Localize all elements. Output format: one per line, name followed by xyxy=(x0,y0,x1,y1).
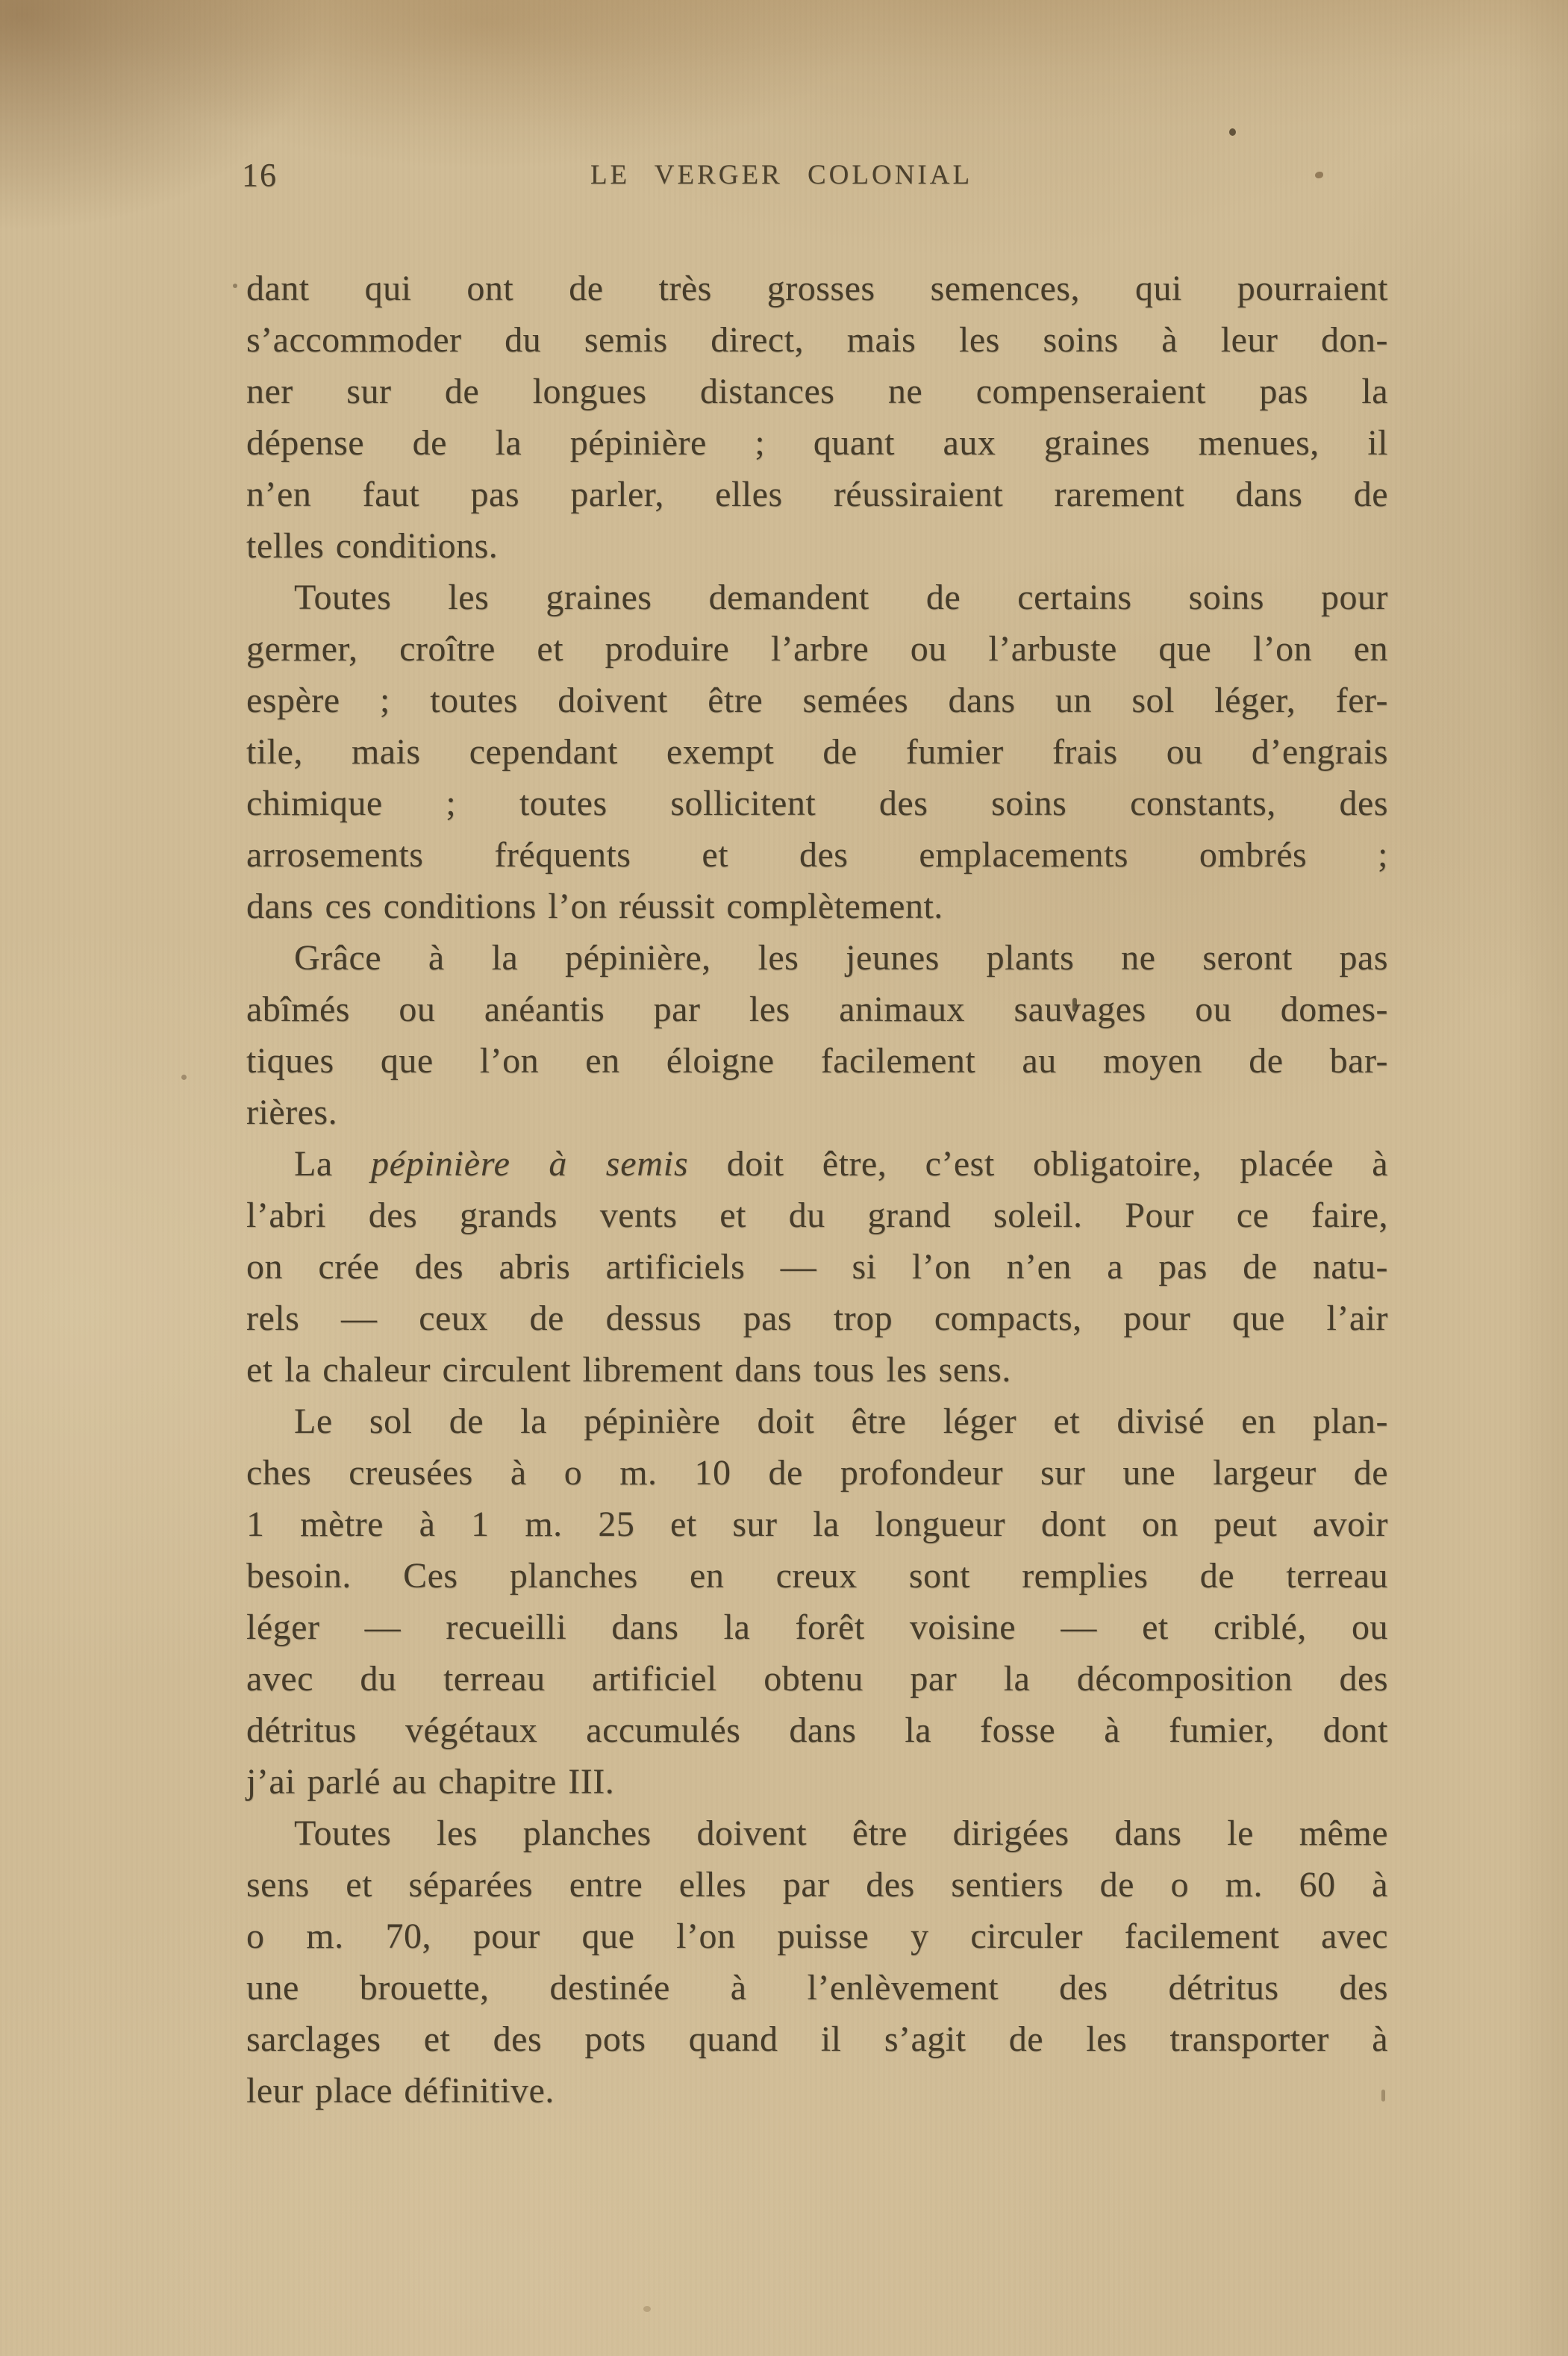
text-line: ner sur de longues distances ne compenseraient pas la xyxy=(246,372,1388,411)
page-number: 16 xyxy=(242,157,278,193)
text-line: léger — recueilli dans la forêt voisine — et criblé, ou xyxy=(246,1607,1388,1647)
paragraph-5 xyxy=(246,1396,1388,1807)
text-line: arrosements fréquents et des emplacements ombrés ; xyxy=(246,835,1388,875)
text-line: espère ; toutes doivent être semées dans un sol léger, fer- xyxy=(246,681,1388,720)
text-line: Le sol de la pépinière doit être léger et divisé en plan- xyxy=(294,1402,1388,1441)
paragraph-1 xyxy=(246,263,1388,572)
text-segment: doit être, c’est obligatoire, placée à xyxy=(688,1144,1389,1184)
text-segment: La xyxy=(294,1144,371,1184)
ink-speck xyxy=(181,1075,187,1080)
text-line: et la chaleur circulent librement dans tous les sens. xyxy=(246,1350,1011,1390)
text-line: j’ai parlé au chapitre III. xyxy=(246,1762,615,1802)
text-line xyxy=(246,1138,1388,1190)
text-line: ches creusées à o m. 10 de profondeur sur une largeur de xyxy=(246,1453,1388,1493)
text-line: avec du terreau artificiel obtenu par la décomposition des xyxy=(246,1659,1388,1699)
text-line: sarclages et des pots quand il s’agit de les transporter à xyxy=(246,2019,1388,2059)
text-line: 1 mètre à 1 m. 25 et sur la longueur dont on peut avoir xyxy=(246,1504,1388,1544)
paragraph-4 xyxy=(246,1138,1388,1396)
text-line: Toutes les planches doivent être dirigées dans le même xyxy=(294,1813,1388,1853)
text-line: n’en faut pas parler, elles réussiraient rarement dans de xyxy=(246,475,1388,514)
text-line: Toutes les graines demandent de certains soins pour xyxy=(294,578,1388,617)
text-line: Grâce à la pépinière, les jeunes plants ne seront pas xyxy=(294,938,1388,978)
text-line: tile, mais cependant exempt de fumier frais ou d’engrais xyxy=(246,732,1388,772)
text-line: o m. 70, pour que l’on puisse y circuler facilement avec xyxy=(246,1916,1388,1956)
paragraph-3 xyxy=(246,932,1388,1138)
ink-speck xyxy=(1229,128,1236,136)
text-line: une brouette, destinée à l’enlèvement des détritus des xyxy=(246,1968,1388,2007)
page-header xyxy=(242,151,1388,199)
text-line: tiques que l’on en éloigne facilement au moyen de bar- xyxy=(246,1041,1388,1081)
foxing-speck xyxy=(643,2306,651,2312)
text-line: rels — ceux de dessus pas trop compacts, pour que l’air xyxy=(246,1299,1388,1338)
running-title: LE VERGER COLONIAL xyxy=(590,160,973,190)
paragraph-2 xyxy=(246,572,1388,932)
text-line: on crée des abris artificiels — si l’on n’en a pas de natu- xyxy=(246,1247,1388,1287)
text-line: détritus végétaux accumulés dans la fosse à fumier, dont xyxy=(246,1710,1388,1750)
text-line: l’abri des grands vents et du grand soleil. Pour ce faire, xyxy=(246,1196,1388,1235)
text-line: dépense de la pépinière ; quant aux graines menues, il xyxy=(246,423,1388,463)
text-line: telles conditions. xyxy=(246,526,499,566)
text-line: leur place définitive. xyxy=(246,2071,555,2110)
ink-speck xyxy=(233,284,237,288)
text-line: dans ces conditions l’on réussit complètement. xyxy=(246,887,943,926)
paragraph-6 xyxy=(246,1807,1388,2116)
text-line: chimique ; toutes sollicitent des soins constants, des xyxy=(246,784,1388,823)
text-line: rières. xyxy=(246,1093,338,1132)
text-line: sens et séparées entre elles par des sentiers de o m. 60 à xyxy=(246,1865,1388,1905)
italic-phrase: pépinière à semis xyxy=(370,1144,689,1184)
text-line: abîmés ou anéantis par les animaux sauvages ou domes- xyxy=(246,990,1388,1029)
text-line: dant qui ont de très grosses semences, qui pourraient xyxy=(246,269,1388,308)
text-line: besoin. Ces planches en creux sont remplies de terreau xyxy=(246,1556,1388,1596)
body-text xyxy=(246,263,1388,2116)
text-line: s’accommoder du semis direct, mais les soins à leur don- xyxy=(246,320,1388,360)
text-line: germer, croître et produire l’arbre ou l’arbuste que l’on en xyxy=(246,629,1388,669)
